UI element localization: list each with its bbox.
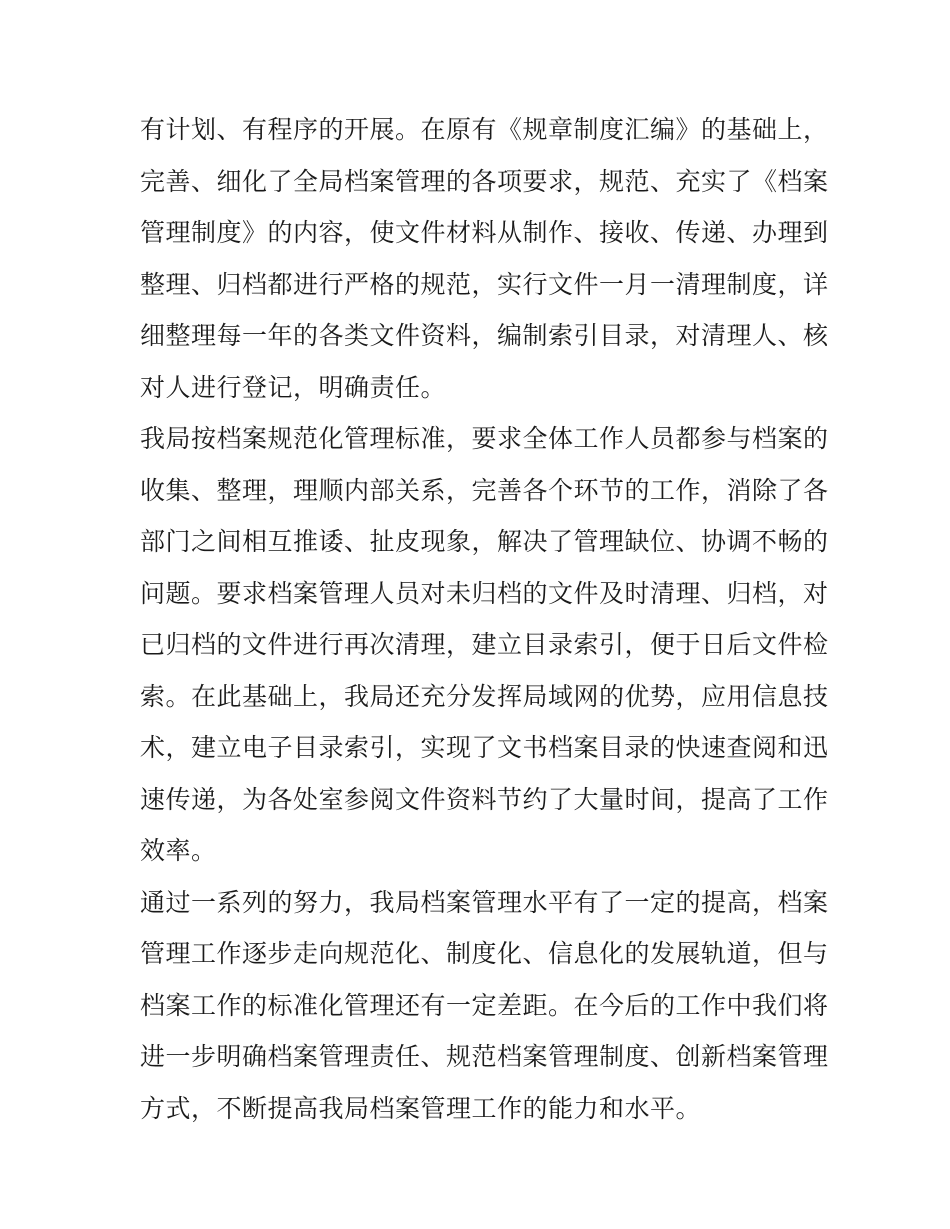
text-line: 对人进行登记，明确责任。 (140, 372, 447, 402)
text-line: 速传递，为各处室参阅文件资料节约了大量时间，提高了工作 (140, 784, 829, 814)
text-line: 问题。要求档案管理人员对未归档的文件及时清理、归档，对 (140, 578, 829, 608)
text-line: 通过一系列的努力，我局档案管理水平有了一定的提高，档案 (140, 887, 829, 917)
text-line: 进一步明确档案管理责任、规范档案管理制度、创新档案管理 (140, 1042, 829, 1071)
text-line: 术，建立电子目录索引，实现了文书档案目录的快速查阅和迅 (140, 733, 829, 762)
text-line: 管理工作逐步走向规范化、制度化、信息化的发展轨道，但与 (140, 939, 829, 968)
paragraph-2 (140, 413, 829, 877)
paragraph-1 (140, 104, 829, 413)
document-body (140, 104, 829, 1134)
text-line: 收集、整理，理顺内部关系，完善各个环节的工作，消除了各 (140, 475, 829, 505)
text-line: 完善、细化了全局档案管理的各项要求，规范、充实了《档案 (140, 166, 829, 196)
text-line: 档案工作的标准化管理还有一定差距。在今后的工作中我们将 (140, 990, 829, 1020)
text-line: 整理、归档都进行严格的规范，实行文件一月一清理制度，详 (140, 269, 829, 299)
text-line: 效率。 (140, 836, 217, 865)
text-line: 细整理每一年的各类文件资料，编制索引目录，对清理人、核 (140, 321, 829, 350)
text-line: 索。在此基础上，我局还充分发挥局域网的优势，应用信息技 (140, 681, 829, 711)
text-line: 方式，不断提高我局档案管理工作的能力和水平。 (140, 1093, 702, 1123)
text-line: 有计划、有程序的开展。在原有《规章制度汇编》的基础上， (140, 115, 829, 144)
text-line: 已归档的文件进行再次清理，建立目录索引，便于日后文件检 (140, 630, 829, 659)
text-line: 管理制度》的内容，使文件材料从制作、接收、传递、办理到 (140, 218, 829, 247)
text-line: 我局按档案规范化管理标准，要求全体工作人员都参与档案的 (140, 424, 829, 453)
paragraph-3 (140, 877, 829, 1135)
text-line: 部门之间相互推诿、扯皮现象，解决了管理缺位、协调不畅的 (140, 527, 829, 556)
